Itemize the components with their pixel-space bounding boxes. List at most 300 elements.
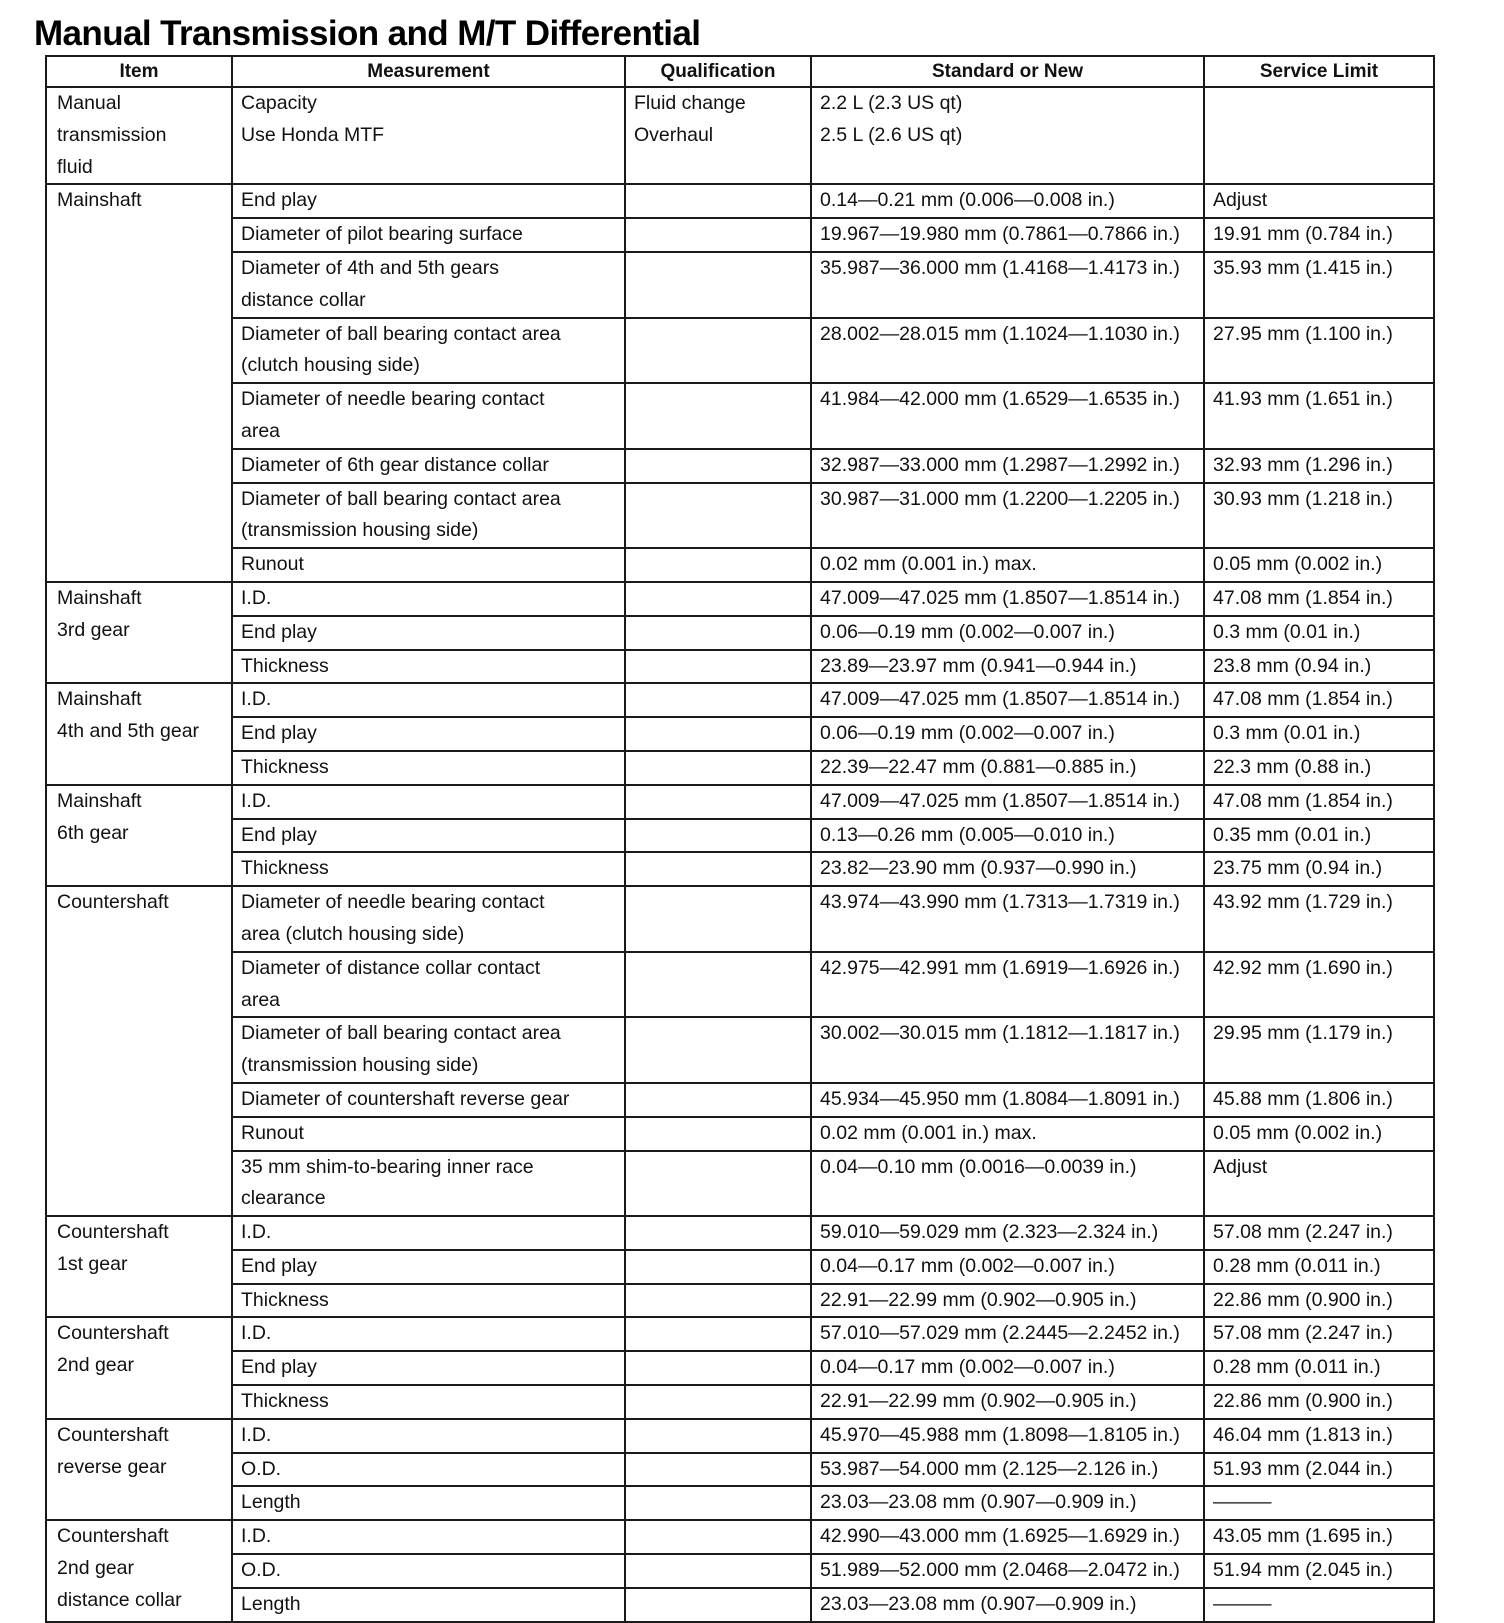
measurement-cell — [232, 683, 625, 717]
qualification-cell — [625, 1385, 811, 1419]
table-row — [46, 1520, 1434, 1554]
standard-text: 0.02 mm (0.001 in.) max. — [820, 553, 1037, 576]
standard-text: 28.002—28.015 mm (1.1024—1.1030 in.) — [820, 322, 1180, 345]
limit-text: 19.91 mm (0.784 in.) — [1213, 223, 1393, 246]
service-limit-cell — [1204, 717, 1434, 751]
measurement-text: Diameter of 6th gear distance collar — [241, 453, 549, 476]
measurement-cell — [232, 1117, 625, 1151]
table-row — [46, 1151, 1434, 1217]
item-cell — [46, 1520, 232, 1621]
standard-text: 47.009—47.025 mm (1.8507—1.8514 in.) — [820, 688, 1180, 711]
qualification-cell — [625, 852, 811, 886]
standard-text: 22.91—22.99 mm (0.902—0.905 in.) — [820, 1288, 1137, 1311]
measurement-cell — [232, 1317, 625, 1351]
item-text: Countershaft — [57, 891, 169, 914]
qualification-cell — [625, 1486, 811, 1520]
item-text: Mainshaft — [57, 586, 142, 609]
qualification-cell — [625, 1588, 811, 1622]
measurement-cell — [232, 483, 625, 549]
standard-cell — [811, 1284, 1204, 1318]
qualification-cell — [625, 1083, 811, 1117]
table-row — [46, 1284, 1434, 1318]
standard-text: 0.13—0.26 mm (0.005—0.010 in.) — [820, 823, 1115, 846]
limit-text: 23.75 mm (0.94 in.) — [1213, 857, 1383, 880]
measurement-cell — [232, 252, 625, 318]
measurement-text: (transmission housing side) — [241, 519, 479, 542]
qualification-cell — [625, 1520, 811, 1554]
measurement-text: End play — [241, 823, 317, 846]
service-limit-cell — [1204, 383, 1434, 449]
item-text: Mainshaft — [57, 789, 142, 812]
measurement-text: End play — [241, 620, 317, 643]
standard-cell — [811, 1250, 1204, 1284]
measurement-text: Use Honda MTF — [241, 123, 385, 146]
standard-text: 2.5 L (2.6 US qt) — [820, 123, 963, 146]
item-text: Countershaft — [57, 1322, 169, 1345]
service-limit-cell — [1204, 952, 1434, 1018]
measurement-cell — [232, 886, 625, 952]
table-row — [46, 683, 1434, 717]
measurement-cell — [232, 582, 625, 616]
service-limit-cell — [1204, 1151, 1434, 1217]
qualification-cell — [625, 548, 811, 582]
standard-cell — [811, 785, 1204, 819]
limit-text: 29.95 mm (1.179 in.) — [1213, 1022, 1393, 1045]
qualification-cell — [625, 1284, 811, 1318]
table-row — [46, 582, 1434, 616]
measurement-text: (clutch housing side) — [241, 354, 420, 377]
limit-text: 47.08 mm (1.854 in.) — [1213, 586, 1393, 609]
qualification-cell — [625, 819, 811, 853]
standard-cell — [811, 650, 1204, 684]
service-limit-cell — [1204, 184, 1434, 218]
measurement-text: Diameter of needle bearing contact — [241, 388, 545, 411]
limit-text: 22.3 mm (0.88 in.) — [1213, 755, 1372, 778]
limit-text: 47.08 mm (1.854 in.) — [1213, 789, 1393, 812]
measurement-cell — [232, 1419, 625, 1453]
limit-text: 46.04 mm (1.813 in.) — [1213, 1423, 1393, 1446]
measurement-cell — [232, 383, 625, 449]
standard-cell — [811, 548, 1204, 582]
measurement-text: Length — [241, 1491, 301, 1514]
service-limit-cell — [1204, 785, 1434, 819]
service-limit-cell — [1204, 751, 1434, 785]
standard-cell — [811, 582, 1204, 616]
standard-cell — [811, 184, 1204, 218]
standard-cell — [811, 1419, 1204, 1453]
header-item: Item — [46, 56, 232, 87]
table-row — [46, 1083, 1434, 1117]
service-limit-cell — [1204, 1419, 1434, 1453]
service-limit-cell — [1204, 683, 1434, 717]
service-limit-cell — [1204, 548, 1434, 582]
measurement-text: area — [241, 988, 281, 1011]
table-row — [46, 1554, 1434, 1588]
table-row — [46, 1588, 1434, 1622]
measurement-cell — [232, 1554, 625, 1588]
standard-text: 30.002—30.015 mm (1.1812—1.1817 in.) — [820, 1022, 1180, 1045]
limit-text: 0.05 mm (0.002 in.) — [1213, 553, 1383, 576]
standard-text: 0.02 mm (0.001 in.) max. — [820, 1121, 1037, 1144]
measurement-text: O.D. — [241, 1457, 282, 1480]
standard-text: 23.03—23.08 mm (0.907—0.909 in.) — [820, 1491, 1137, 1514]
limit-text: Adjust — [1213, 1155, 1268, 1178]
measurement-text: Thickness — [241, 654, 329, 677]
qualification-cell — [625, 751, 811, 785]
measurement-text: area — [241, 419, 281, 442]
item-text: 1st gear — [57, 1252, 128, 1275]
standard-cell — [811, 1351, 1204, 1385]
table-row — [46, 318, 1434, 384]
service-limit-cell — [1204, 616, 1434, 650]
measurement-text: Diameter of countershaft reverse gear — [241, 1087, 570, 1110]
standard-text: 22.39—22.47 mm (0.881—0.885 in.) — [820, 755, 1137, 778]
limit-text: 0.3 mm (0.01 in.) — [1213, 620, 1361, 643]
measurement-text: Length — [241, 1592, 301, 1615]
measurement-cell — [232, 548, 625, 582]
limit-text: 32.93 mm (1.296 in.) — [1213, 453, 1393, 476]
qualification-cell — [625, 1351, 811, 1385]
standard-text: 59.010—59.029 mm (2.323—2.324 in.) — [820, 1221, 1159, 1244]
qualification-cell — [625, 449, 811, 483]
service-limit-cell — [1204, 1216, 1434, 1250]
standard-cell — [811, 852, 1204, 886]
measurement-text: Diameter of ball bearing contact area — [241, 322, 561, 345]
service-limit-cell — [1204, 1554, 1434, 1588]
standard-text: 42.990—43.000 mm (1.6925—1.6929 in.) — [820, 1525, 1180, 1548]
measurement-text: Thickness — [241, 1390, 329, 1413]
table-row — [46, 1419, 1434, 1453]
measurement-text: Diameter of 4th and 5th gears — [241, 256, 499, 279]
standard-cell — [811, 1117, 1204, 1151]
item-text: 2nd gear — [57, 1557, 134, 1580]
standard-cell — [811, 1317, 1204, 1351]
item-text: 3rd gear — [57, 618, 130, 641]
service-limit-cell — [1204, 819, 1434, 853]
table-row — [46, 1250, 1434, 1284]
service-limit-cell — [1204, 1453, 1434, 1487]
item-text: Mainshaft — [57, 688, 142, 711]
qualification-cell — [625, 886, 811, 952]
table-row — [46, 886, 1434, 952]
measurement-cell — [232, 1250, 625, 1284]
measurement-cell — [232, 717, 625, 751]
standard-cell — [811, 952, 1204, 1018]
qualification-text: Overhaul — [634, 123, 714, 146]
measurement-cell — [232, 184, 625, 218]
measurement-cell — [232, 1520, 625, 1554]
qualification-cell — [625, 252, 811, 318]
item-text: Countershaft — [57, 1423, 169, 1446]
item-text: 4th and 5th gear — [57, 720, 200, 743]
standard-text: 30.987—31.000 mm (1.2200—1.2205 in.) — [820, 487, 1180, 510]
service-limit-cell — [1204, 218, 1434, 252]
item-cell — [46, 87, 232, 184]
measurement-cell — [232, 751, 625, 785]
service-limit-cell — [1204, 449, 1434, 483]
limit-text: 57.08 mm (2.247 in.) — [1213, 1322, 1393, 1345]
service-limit-cell — [1204, 1520, 1434, 1554]
qualification-cell — [625, 1117, 811, 1151]
table-row — [46, 184, 1434, 218]
qualification-cell — [625, 87, 811, 184]
header-qualification: Qualification — [625, 56, 811, 87]
service-limit-cell — [1204, 1284, 1434, 1318]
item-text: 6th gear — [57, 821, 129, 844]
table-row — [46, 449, 1434, 483]
limit-text: Adjust — [1213, 189, 1268, 212]
table-row — [46, 852, 1434, 886]
qualification-cell — [625, 383, 811, 449]
limit-text: 22.86 mm (0.900 in.) — [1213, 1390, 1393, 1413]
standard-text: 47.009—47.025 mm (1.8507—1.8514 in.) — [820, 586, 1180, 609]
standard-cell — [811, 218, 1204, 252]
standard-cell — [811, 1017, 1204, 1083]
qualification-cell — [625, 952, 811, 1018]
measurement-cell — [232, 650, 625, 684]
qualification-cell — [625, 1554, 811, 1588]
standard-text: 57.010—57.029 mm (2.2445—2.2452 in.) — [820, 1322, 1180, 1345]
limit-text: 42.92 mm (1.690 in.) — [1213, 956, 1393, 979]
standard-text: 35.987—36.000 mm (1.4168—1.4173 in.) — [820, 256, 1180, 279]
measurement-text: distance collar — [241, 288, 366, 311]
standard-cell — [811, 1453, 1204, 1487]
service-limit-cell — [1204, 650, 1434, 684]
table-row — [46, 616, 1434, 650]
standard-cell — [811, 483, 1204, 549]
standard-text: 0.06—0.19 mm (0.002—0.007 in.) — [820, 620, 1115, 643]
standard-cell — [811, 683, 1204, 717]
service-limit-cell — [1204, 852, 1434, 886]
table-row — [46, 1351, 1434, 1385]
limit-text: ——— — [1213, 1592, 1272, 1615]
table-row — [46, 952, 1434, 1018]
measurement-text: Runout — [241, 553, 304, 576]
measurement-text: clearance — [241, 1187, 326, 1210]
measurement-text: Thickness — [241, 857, 329, 880]
measurement-text: Capacity — [241, 92, 317, 114]
limit-text: 35.93 mm (1.415 in.) — [1213, 256, 1393, 279]
standard-text: 0.14—0.21 mm (0.006—0.008 in.) — [820, 189, 1115, 212]
table-body — [46, 87, 1434, 1622]
measurement-text: Thickness — [241, 755, 329, 778]
measurement-cell — [232, 218, 625, 252]
service-limit-cell — [1204, 318, 1434, 384]
standard-cell — [811, 1216, 1204, 1250]
table-header-row — [46, 56, 1434, 87]
standard-text: 41.984—42.000 mm (1.6529—1.6535 in.) — [820, 388, 1180, 411]
table-row — [46, 819, 1434, 853]
item-text: Manual — [57, 92, 121, 114]
standard-cell — [811, 1083, 1204, 1117]
qualification-cell — [625, 1216, 811, 1250]
qualification-cell — [625, 318, 811, 384]
measurement-cell — [232, 1453, 625, 1487]
limit-text: 30.93 mm (1.218 in.) — [1213, 487, 1393, 510]
qualification-cell — [625, 683, 811, 717]
standard-text: 22.91—22.99 mm (0.902—0.905 in.) — [820, 1390, 1137, 1413]
standard-text: 47.009—47.025 mm (1.8507—1.8514 in.) — [820, 789, 1180, 812]
standard-cell — [811, 1486, 1204, 1520]
table-row — [46, 1486, 1434, 1520]
measurement-text: I.D. — [241, 1322, 272, 1345]
service-limit-cell — [1204, 886, 1434, 952]
qualification-cell — [625, 1419, 811, 1453]
table-row — [46, 785, 1434, 819]
table-row — [46, 218, 1434, 252]
standard-cell — [811, 1520, 1204, 1554]
qualification-cell — [625, 785, 811, 819]
measurement-text: I.D. — [241, 1221, 272, 1244]
standard-text: 42.975—42.991 mm (1.6919—1.6926 in.) — [820, 956, 1180, 979]
limit-text: 41.93 mm (1.651 in.) — [1213, 388, 1393, 411]
standard-cell — [811, 886, 1204, 952]
table-row — [46, 1317, 1434, 1351]
limit-text: 0.28 mm (0.011 in.) — [1213, 1254, 1381, 1277]
measurement-cell — [232, 449, 625, 483]
measurement-text: 35 mm shim-to-bearing inner race — [241, 1155, 534, 1178]
qualification-cell — [625, 1453, 811, 1487]
measurement-text: Diameter of ball bearing contact area — [241, 1022, 561, 1045]
service-limit-cell — [1204, 1385, 1434, 1419]
standard-text: 2.2 L (2.3 US qt) — [820, 92, 963, 114]
item-text: distance collar — [57, 1588, 182, 1611]
measurement-text: I.D. — [241, 688, 272, 711]
standard-text: 0.06—0.19 mm (0.002—0.007 in.) — [820, 722, 1115, 745]
standard-text: 32.987—33.000 mm (1.2987—1.2992 in.) — [820, 453, 1180, 476]
measurement-cell — [232, 785, 625, 819]
standard-text: 23.03—23.08 mm (0.907—0.909 in.) — [820, 1592, 1137, 1615]
table-row — [46, 1385, 1434, 1419]
limit-text: 43.92 mm (1.729 in.) — [1213, 891, 1393, 914]
table-row — [46, 87, 1434, 184]
standard-text: 23.89—23.97 mm (0.941—0.944 in.) — [820, 654, 1137, 677]
item-cell — [46, 1419, 232, 1520]
measurement-cell — [232, 952, 625, 1018]
limit-text: 51.93 mm (2.044 in.) — [1213, 1457, 1393, 1480]
service-limit-cell — [1204, 1017, 1434, 1083]
limit-text: 45.88 mm (1.806 in.) — [1213, 1087, 1393, 1110]
header-measurement: Measurement — [232, 56, 625, 87]
header-standard: Standard or New — [811, 56, 1204, 87]
service-limit-cell — [1204, 582, 1434, 616]
qualification-cell — [625, 218, 811, 252]
limit-text: 43.05 mm (1.695 in.) — [1213, 1525, 1393, 1548]
measurement-text: Diameter of pilot bearing surface — [241, 223, 523, 246]
page-title: Manual Transmission and M/T Differential — [34, 14, 701, 53]
standard-text: 45.970—45.988 mm (1.8098—1.8105 in.) — [820, 1423, 1180, 1446]
measurement-text: End play — [241, 1254, 317, 1277]
service-limit-cell — [1204, 1588, 1434, 1622]
standard-cell — [811, 717, 1204, 751]
item-cell — [46, 886, 232, 1216]
measurement-cell — [232, 616, 625, 650]
measurement-text: Runout — [241, 1121, 304, 1144]
table-row — [46, 1017, 1434, 1083]
limit-text: 22.86 mm (0.900 in.) — [1213, 1288, 1393, 1311]
qualification-cell — [625, 1151, 811, 1217]
limit-text: 0.28 mm (0.011 in.) — [1213, 1356, 1381, 1379]
measurement-text: End play — [241, 189, 317, 212]
standard-text: 19.967—19.980 mm (0.7861—0.7866 in.) — [820, 223, 1180, 246]
standard-cell — [811, 318, 1204, 384]
measurement-text: Diameter of needle bearing contact — [241, 891, 545, 914]
spec-table — [45, 55, 1435, 1623]
table-row — [46, 751, 1434, 785]
service-limit-cell — [1204, 1351, 1434, 1385]
measurement-text: area (clutch housing side) — [241, 922, 465, 945]
standard-text: 23.82—23.90 mm (0.937—0.990 in.) — [820, 857, 1137, 880]
table-row — [46, 1216, 1434, 1250]
standard-text: 0.04—0.17 mm (0.002—0.007 in.) — [820, 1356, 1115, 1379]
limit-text: 0.35 mm (0.01 in.) — [1213, 823, 1372, 846]
qualification-cell — [625, 717, 811, 751]
measurement-cell — [232, 1216, 625, 1250]
standard-text: 53.987—54.000 mm (2.125—2.126 in.) — [820, 1457, 1159, 1480]
standard-text: 43.974—43.990 mm (1.7313—1.7319 in.) — [820, 891, 1180, 914]
item-text: transmission — [57, 123, 167, 146]
measurement-text: I.D. — [241, 789, 272, 812]
qualification-cell — [625, 184, 811, 218]
measurement-text: (transmission housing side) — [241, 1054, 479, 1077]
qualification-text: Fluid change — [634, 92, 746, 114]
table-row — [46, 483, 1434, 549]
limit-text: 0.3 mm (0.01 in.) — [1213, 722, 1361, 745]
table-row — [46, 383, 1434, 449]
measurement-cell — [232, 1284, 625, 1318]
measurement-cell — [232, 819, 625, 853]
standard-text: 0.04—0.10 mm (0.0016—0.0039 in.) — [820, 1155, 1137, 1178]
standard-cell — [811, 1554, 1204, 1588]
standard-cell — [811, 252, 1204, 318]
item-text: Countershaft — [57, 1221, 169, 1244]
standard-text: 51.989—52.000 mm (2.0468—2.0472 in.) — [820, 1559, 1180, 1582]
qualification-cell — [625, 1317, 811, 1351]
item-text: Countershaft — [57, 1525, 169, 1548]
service-limit-cell — [1204, 1250, 1434, 1284]
standard-cell — [811, 1588, 1204, 1622]
item-cell — [46, 683, 232, 784]
service-limit-cell — [1204, 1486, 1434, 1520]
measurement-cell — [232, 1083, 625, 1117]
qualification-cell — [625, 1017, 811, 1083]
service-limit-cell — [1204, 483, 1434, 549]
measurement-text: I.D. — [241, 1423, 272, 1446]
item-cell — [46, 1216, 232, 1317]
measurement-cell — [232, 1486, 625, 1520]
header-service-limit: Service Limit — [1204, 56, 1434, 87]
item-text: fluid — [57, 155, 93, 178]
item-cell — [46, 184, 232, 582]
service-limit-cell — [1204, 252, 1434, 318]
service-limit-cell — [1204, 1317, 1434, 1351]
limit-text: 57.08 mm (2.247 in.) — [1213, 1221, 1393, 1244]
standard-cell — [811, 819, 1204, 853]
measurement-cell — [232, 1017, 625, 1083]
limit-text: 23.8 mm (0.94 in.) — [1213, 654, 1372, 677]
qualification-cell — [625, 483, 811, 549]
table-row — [46, 717, 1434, 751]
table-row — [46, 252, 1434, 318]
measurement-text: Diameter of distance collar contact — [241, 956, 541, 979]
item-text: Mainshaft — [57, 189, 142, 212]
limit-text: 27.95 mm (1.100 in.) — [1213, 322, 1393, 345]
measurement-cell — [232, 318, 625, 384]
table-row — [46, 1453, 1434, 1487]
service-limit-cell — [1204, 1083, 1434, 1117]
measurement-cell — [232, 1351, 625, 1385]
item-text: 2nd gear — [57, 1354, 134, 1377]
